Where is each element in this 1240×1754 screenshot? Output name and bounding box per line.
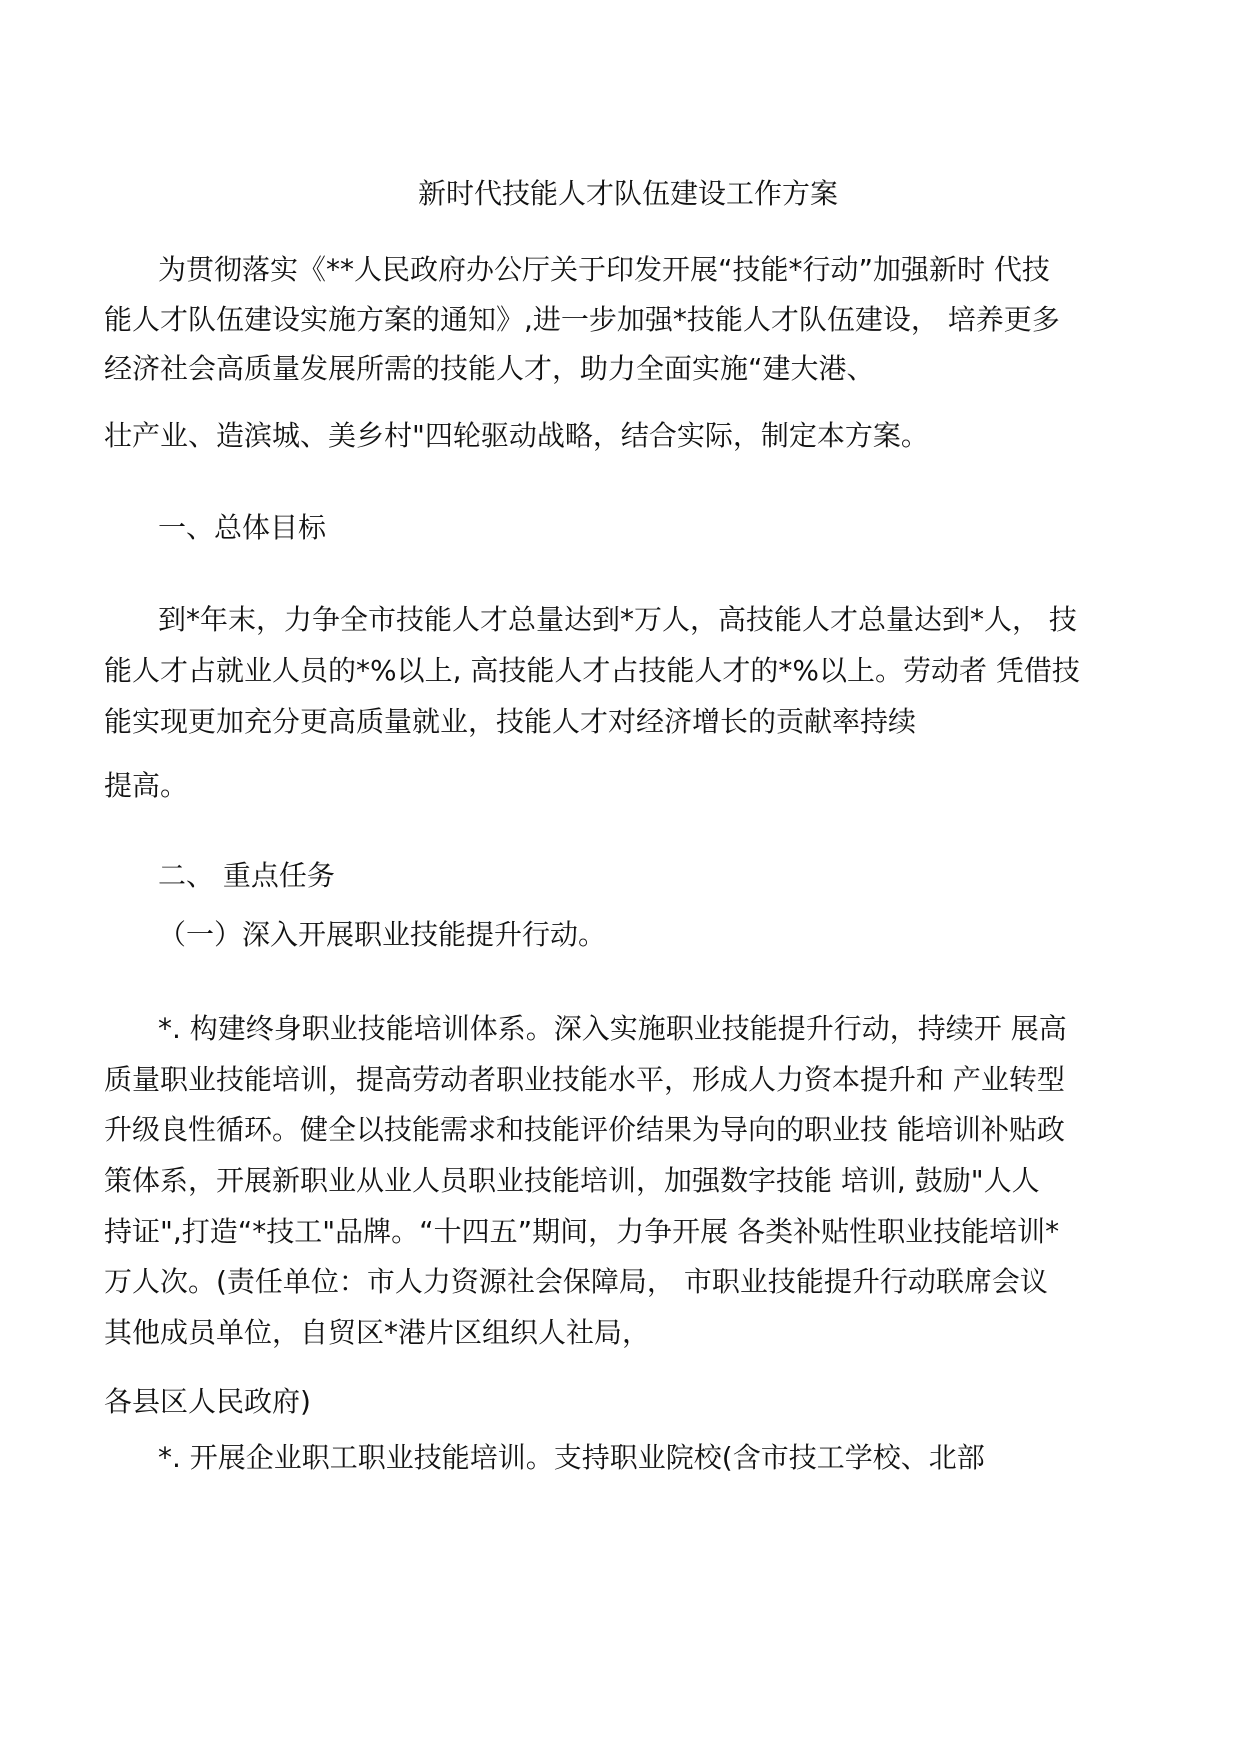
intro-line-3: 经济社会高质量发展所需的技能人才，助力全面实施“建大港、 <box>104 352 875 385</box>
intro-line-2: 能人才队伍建设实施方案的通知》,进一步加强*技能人才队伍建设， 培养更多 <box>104 303 1060 336</box>
document-title: 新时代技能人才队伍建设工作方案 <box>418 177 839 210</box>
section2-heading: 二、 重点任务 <box>158 859 335 892</box>
section1-line-2: 能人才占就业人员的*%以上, 高技能人才占技能人才的*%以上。劳动者 凭借技 <box>104 654 1080 687</box>
section2-subheading: （一）深入开展职业技能提升行动。 <box>158 918 607 951</box>
section1-heading: 一、总体目标 <box>158 511 327 544</box>
item1-line-4: 策体系，开展新职业从业人员职业技能培训，加强数字技能 培训, 鼓励"人人 <box>104 1164 1040 1197</box>
item1-line-5: 持证",打造“*技工"品牌。“十四五”期间，力争开展 各类补贴性职业技能培训* <box>104 1215 1060 1248</box>
item1-line-6: 万人次。(责任单位：市人力资源社会保障局， 市职业技能提升行动联席会议 <box>104 1265 1048 1298</box>
item1-line-3: 升级良性循环。健全以技能需求和技能评价结果为导向的职业技 能培训补贴政 <box>104 1113 1065 1146</box>
section1-line-4: 提高。 <box>104 769 189 802</box>
intro-line-4: 壮产业、造滨城、美乡村"四轮驱动战略，结合实际，制定本方案。 <box>104 419 929 452</box>
section1-line-1: 到*年末，力争全市技能人才总量达到*万人，高技能人才总量达到*人， 技 <box>158 603 1077 636</box>
item1-line-2: 质量职业技能培训，提高劳动者职业技能水平，形成人力资本提升和 产业转型 <box>104 1063 1065 1096</box>
item1-line-8: 各县区人民政府) <box>104 1385 311 1418</box>
item1-line-1: *. 构建终身职业技能培训体系。深入实施职业技能提升行动，持续开 展高 <box>158 1012 1067 1045</box>
intro-line-1: 为贯彻落实《**人民政府办公厅关于印发开展“技能*行动”加强新时 代技 <box>158 253 1050 286</box>
item1-line-7: 其他成员单位，自贸区*港片区组织人社局， <box>104 1316 651 1349</box>
section1-line-3: 能实现更加充分更高质量就业，技能人才对经济增长的贡献率持续 <box>104 705 917 738</box>
item2-line-1: *. 开展企业职工职业技能培训。支持职业院校(含市技工学校、北部 <box>158 1441 985 1474</box>
